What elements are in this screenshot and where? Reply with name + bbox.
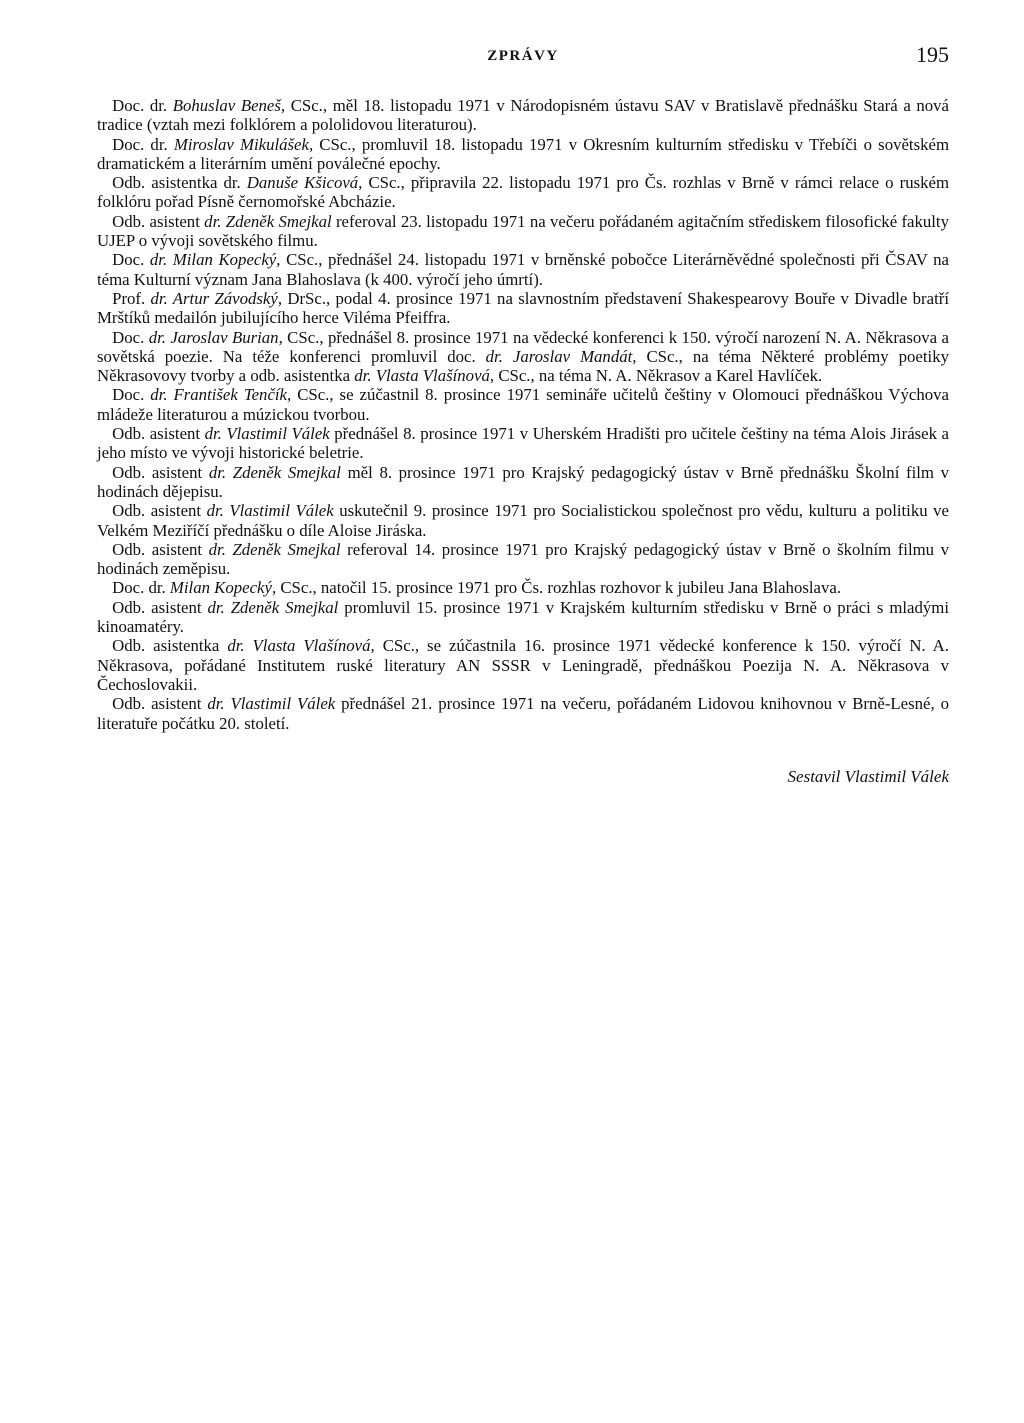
- person-name: dr. Milan Kopecký,: [149, 250, 281, 270]
- person-name: dr. Zdeněk Smejkal: [207, 597, 339, 617]
- entry-text: CSc., přednášel 8. prosince 1971 na vědecké konferenci k 150. výročí narození N. A. Někrasova a sovětská poezie. Na téže konferenci promluvil doc.: [97, 327, 949, 366]
- person-name: dr. Zdeněk Smejkal: [208, 539, 341, 559]
- entry-text: CSc., na téma N. A. Někrasov a Karel Havlíček.: [494, 366, 823, 386]
- entry-text: Odb. asistent: [112, 462, 209, 482]
- report-entry: [97, 424, 949, 463]
- document-page: [97, 40, 949, 787]
- entry-text: Odb. asistent: [112, 501, 207, 521]
- entry-text: uskutečnil 9. prosince 1971 pro Socialistickou společnost pro vědu, kulturu a politiku ve Velkém Meziříčí přednášku o díle Aloise Jiráska.: [97, 501, 949, 540]
- person-name: dr. Jaroslav Burian,: [148, 327, 283, 347]
- person-name: dr. Vlasta Vlašínová,: [227, 636, 375, 656]
- signature: Sestavil Vlastimil Válek: [787, 766, 949, 786]
- report-entry: [97, 328, 949, 386]
- entry-text: CSc., se zúčastnila 16. prosince 1971 vědecké konference k 150. výročí N. A. Někrasova, pořádané Institutem ruské literatury AN SSSR v Leningradě, přednáškou Poezija N. A. Někrasova v Čechoslovakii.: [97, 636, 949, 694]
- report-entries: [97, 96, 949, 733]
- entry-text: Odb. asistent: [112, 694, 208, 714]
- person-name: Bohuslav Beneš,: [172, 96, 286, 115]
- entry-text: Doc. dr.: [112, 96, 173, 115]
- report-entry: [97, 694, 949, 733]
- entry-text: promluvil 15. prosince 1971 v Krajském kulturním středisku v Brně o práci s mladými kinoamatéry.: [97, 597, 949, 637]
- report-entry: [97, 598, 949, 637]
- entry-text: CSc., připravila 22. listopadu 1971 pro Čs. rozhlas v Brně v rámci relace o ruském folklóru pořad Písně černomořské Abcházie.: [97, 173, 950, 212]
- report-entry: [97, 463, 949, 502]
- entry-text: Doc.: [112, 327, 149, 347]
- person-name: dr. Jaroslav Mandát,: [485, 346, 637, 366]
- report-entry: [97, 540, 949, 579]
- report-entry: [97, 212, 949, 251]
- person-name: dr. Vlastimil Válek: [204, 424, 330, 444]
- entry-text: Doc.: [112, 385, 151, 405]
- entry-text: Doc.: [112, 250, 150, 270]
- entry-text: přednášel 8. prosince 1971 v Uherském Hradišti pro učitele češtiny na téma Alois Jirásek a jeho místo ve vývoji historické beletrie.: [97, 424, 949, 463]
- entry-text: Doc. dr.: [112, 134, 174, 154]
- entry-text: Odb. asistentka: [112, 636, 228, 656]
- person-name: Miroslav Mikulášek,: [173, 134, 314, 154]
- person-name: Danuše Kšicová,: [246, 173, 363, 193]
- entry-text: referoval 23. listopadu 1971 na večeru pořádaném agitačním střediskem filosofické fakulty UJEP o vývoji sovětského filmu.: [97, 211, 949, 251]
- entry-text: Doc. dr.: [112, 578, 170, 598]
- person-name: dr. Zdeněk Smejkal: [208, 462, 341, 482]
- entry-text: CSc., natočil 15. prosince 1971 pro Čs. rozhlas rozhovor k jubileu Jana Blahoslava.: [276, 578, 842, 598]
- entry-text: Prof.: [112, 288, 151, 308]
- entry-text: referoval 14. prosince 1971 pro Krajský pedagogický ústav v Brně o školním filmu v hodinách zeměpisu.: [97, 539, 949, 579]
- entry-text: Odb. asistentka dr.: [112, 173, 247, 193]
- page-header: [97, 40, 949, 80]
- report-entry: [97, 96, 949, 135]
- entry-text: CSc., se zúčastnil 8. prosince 1971 semináře učitelů češtiny v Olomouci přednáškou Výchova mládeže literaturou a múzickou tvorbou.: [97, 385, 949, 424]
- person-name: Milan Kopecký,: [169, 578, 277, 598]
- report-entry: [97, 250, 949, 289]
- entry-text: Odb. asistent: [112, 211, 205, 231]
- report-entry: [97, 578, 949, 597]
- entry-text: Odb. asistent: [112, 539, 209, 559]
- report-entry: [97, 173, 949, 212]
- person-name: dr. Vlastimil Válek: [207, 694, 336, 714]
- report-entry: [97, 135, 949, 174]
- report-entry: [97, 636, 949, 694]
- person-name: dr. Vlasta Vlašínová,: [354, 366, 495, 386]
- entry-text: CSc., promluvil 18. listopadu 1971 v Okresním kulturním středisku v Třebíči o sovětském dramatickém a literárním umění poválečné epochy.: [97, 134, 950, 173]
- report-entry: [97, 289, 949, 328]
- running-head: ZPRÁVY: [487, 48, 559, 64]
- person-name: dr. Vlastimil Válek: [206, 501, 334, 521]
- page-number: 195: [916, 42, 949, 67]
- entry-text: Odb. asistent: [112, 424, 205, 444]
- report-entry: [97, 385, 949, 424]
- entry-text: přednášel 21. prosince 1971 na večeru, pořádaném Lidovou knihovnou v Brně-Lesné, o literatuře počátku 20. století.: [97, 694, 949, 733]
- entry-text: Odb. asistent: [112, 597, 208, 617]
- entry-text: DrSc., podal 4. prosince 1971 na slavnostním představení Shakespearovy Bouře v Divadle bratří Mrštíků medailón jubilujícího herce Viléma Pfeiffra.: [97, 288, 949, 328]
- person-name: dr. František Tenčík,: [150, 385, 292, 405]
- person-name: dr. Artur Závodský,: [150, 288, 283, 308]
- report-entry: [97, 501, 949, 540]
- entry-text: CSc., měl 18. listopadu 1971 v Národopisném ústavu SAV v Bratislavě přednášku Stará a nová tradice (vztah mezi folklórem a pololidovou literaturou).: [97, 96, 949, 135]
- entry-text: CSc., přednášel 24. listopadu 1971 v brněnské pobočce Literárněvědné společnosti při ČSAV na téma Kulturní význam Jana Blahoslava (k 400. výročí jeho úmrtí).: [97, 250, 949, 289]
- entry-text: CSc., na téma Některé problémy poetiky Někrasovovy tvorby a odb. asistentka: [97, 346, 949, 386]
- entry-text: měl 8. prosince 1971 pro Krajský pedagogický ústav v Brně přednášku Školní film v hodinách dějepisu.: [97, 462, 950, 501]
- person-name: dr. Zdeněk Smejkal: [204, 211, 332, 231]
